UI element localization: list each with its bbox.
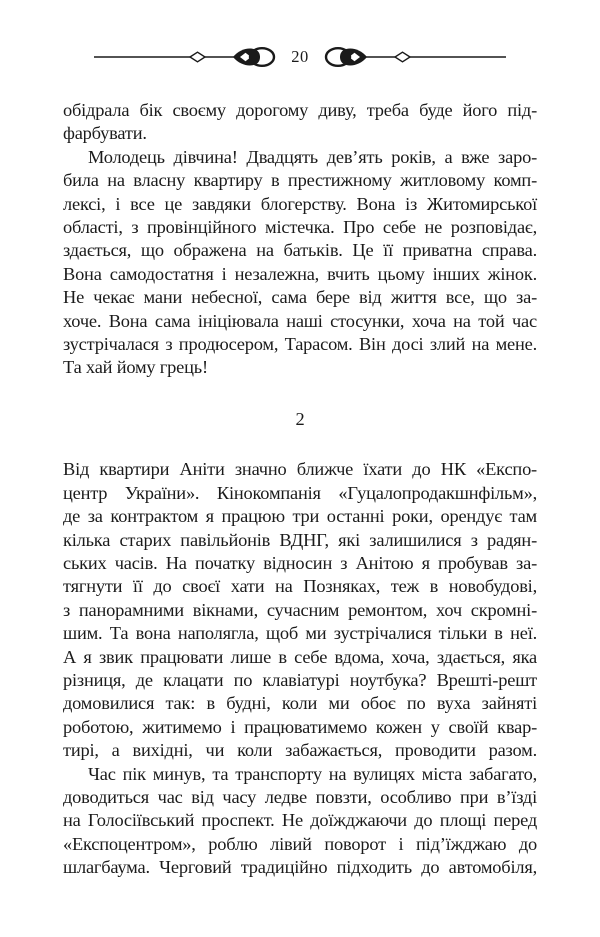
text-line: Час пік минув, та транспорту на вулицях міста забагато, xyxy=(88,763,537,784)
text-line: на Голосіївський проспект. Не доїжджаючи до площі перед xyxy=(63,810,537,831)
paragraph xyxy=(63,763,537,880)
paragraph xyxy=(63,146,537,380)
text-line: здається, що ображена на батьків. Це її приватна справа. xyxy=(63,240,537,261)
text-line: шлагбаума. Черговий традиційно підходить до автомобіля, xyxy=(63,857,537,878)
text-line: Молодець дівчина! Двадцять дев’ять років, а вже заро- xyxy=(88,146,537,167)
text-line: домовилися так: в будні, коли ми обоє по вуха зайняті xyxy=(63,693,537,714)
text-line: області, з провінційного містечка. Про себе не розповідає, xyxy=(63,217,537,238)
header-rule-ornament-left-icon xyxy=(93,44,277,70)
text-line: доводиться час від часу ледве повзти, особливо при в’їзді xyxy=(63,786,537,807)
text-line: Не чекає мани небесної, сама бере від життя все, що за- xyxy=(63,287,537,308)
section-heading: 2 xyxy=(295,408,305,429)
text-line: «Експоцентром», роблю лівий поворот і під’їжджаю до xyxy=(63,833,537,854)
text-line: різниця, де клацати по клавіатурі ноутбука? Врешті-решт xyxy=(63,669,537,690)
text-line: ських часів. На початку відносин з Анітою я пробував за- xyxy=(63,552,537,573)
text-line: Та хай йому грець! xyxy=(63,357,208,378)
page-number: 20 xyxy=(291,47,309,66)
text-line: А я звик працювати лише в себе вдома, хоча, здається, яка xyxy=(63,646,537,667)
text-line: з панорамними вікнами, сучасним ремонтом, хоч скромні- xyxy=(63,599,537,620)
text-line: шим. Та вона наполягла, щоб ми зустрічалися тільки в неї. xyxy=(63,623,537,644)
text-line: хоче. Вона сама ініціювала наші стосунки, хоча на той час xyxy=(63,310,537,331)
text-line: тягнути її до своєї хати на Позняках, теж в новобудові, xyxy=(63,576,537,597)
running-head xyxy=(0,44,600,70)
text-line: кілька старих павільйонів ВДНГ, які залишилися з радян- xyxy=(63,529,537,550)
text-line: центр України». Кінокомпанія «Гуцалопродакшнфільм», xyxy=(63,482,537,503)
header-rule-ornament-right-icon xyxy=(323,44,507,70)
paragraph xyxy=(63,458,537,762)
paragraph xyxy=(63,99,537,146)
text-line: Від квартири Аніти значно ближче їхати до НК «Експо- xyxy=(63,459,537,480)
text-line: де за контрактом я працюю три останні роки, орендує там xyxy=(63,506,537,527)
text-line: фарбувати. xyxy=(63,123,147,144)
text-line: Вона самодостатня і незалежна, вчить цьому інших жінок. xyxy=(63,263,537,284)
text-line: обідрала бік своєму дорогому диву, треба буде його під- xyxy=(63,100,537,120)
text-line: била на власну квартиру в престижному житловому комп- xyxy=(63,170,537,191)
text-line: зустрічалася з продюсером, Тарасом. Він досі злий на мене. xyxy=(63,334,537,355)
body-text xyxy=(63,99,537,880)
text-line: лексі, і все це завдяки блогерству. Вона із Житомирської xyxy=(63,193,537,214)
text-line: тирі, а вихідні, чи коли забажається, проводити разом. xyxy=(63,740,537,761)
text-line: роботою, житимемо і працюватимемо кожен у своїй квар- xyxy=(63,716,537,737)
